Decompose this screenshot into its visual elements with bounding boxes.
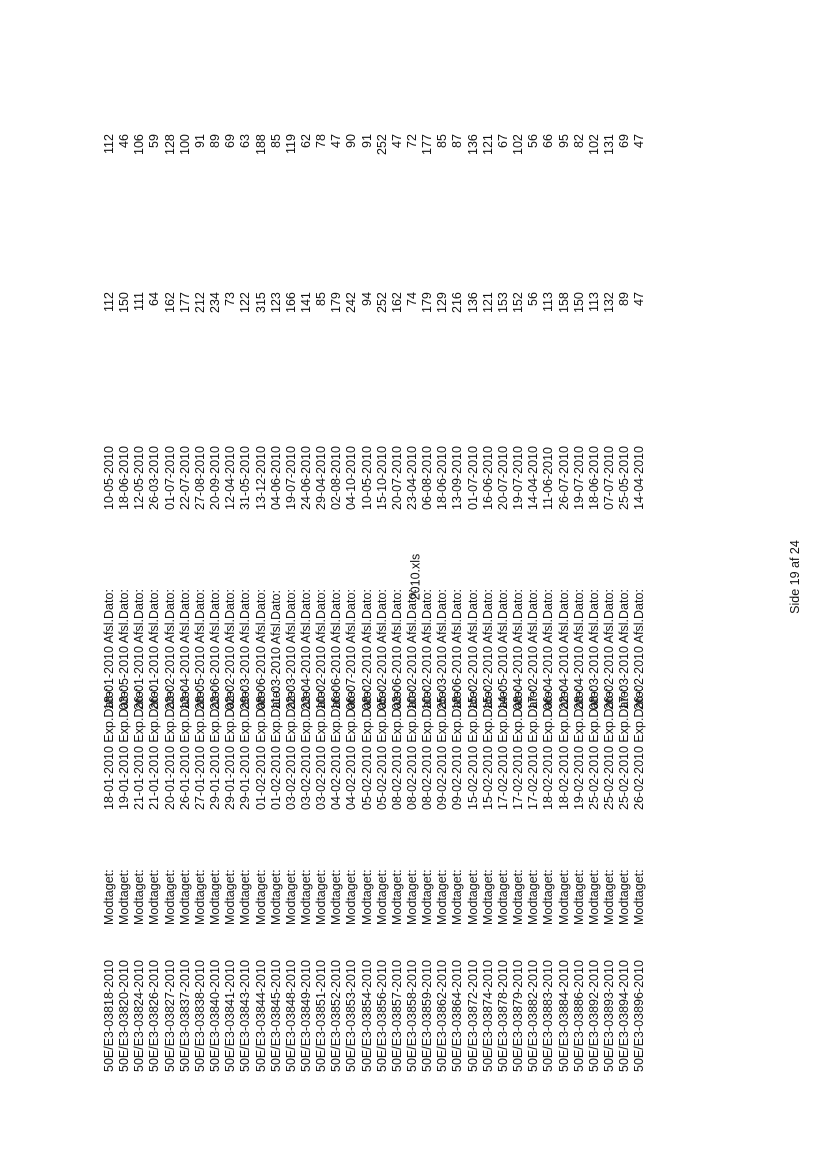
row-status: Modtaget: <box>541 869 556 925</box>
row-afsl-date: 10-05-2010 <box>359 446 374 510</box>
row-count-b: 82 <box>571 134 586 148</box>
row-exp-date: 03-02-2010 Exp.Dato: <box>298 687 313 810</box>
row-exp-date: 08-02-2010 Exp.Dato: <box>420 687 435 810</box>
row-id: 50E/E3-03886-2010 <box>571 960 586 1072</box>
row-count-b: 59 <box>147 134 162 148</box>
row-status: Modtaget: <box>268 869 283 925</box>
row-count-b: 85 <box>435 134 450 148</box>
row-count-b: 177 <box>420 134 435 155</box>
row-count-a: 85 <box>314 292 329 306</box>
row-afsl-start: 18-06-2010 Afsl.Dato: <box>450 589 465 710</box>
row-afsl-start: 15-02-2010 Afsl.Dato: <box>465 589 480 710</box>
row-afsl-start: 11-03-2010 Afsl.Dato: <box>268 590 283 710</box>
row-count-b: 91 <box>192 134 207 148</box>
row-id: 50E/E3-03896-2010 <box>632 960 647 1072</box>
row-afsl-date: 22-07-2010 <box>177 446 192 510</box>
row-afsl-date: 19-07-2010 <box>283 446 298 510</box>
row-count-a: 242 <box>344 292 359 313</box>
row-afsl-date: 07-07-2010 <box>601 446 616 510</box>
row-afsl-start: 13-04-2010 Afsl.Dato: <box>177 589 192 710</box>
row-count-b: 47 <box>329 134 344 148</box>
row-count-b: 89 <box>208 134 223 148</box>
row-count-a: 153 <box>495 292 510 313</box>
row-status: Modtaget: <box>192 869 207 925</box>
row-count-b: 102 <box>586 134 601 155</box>
row-count-b: 85 <box>268 134 283 148</box>
row-afsl-start: 08-04-2010 Afsl.Dato: <box>511 589 526 710</box>
row-afsl-start: 23-04-2010 Afsl.Dato: <box>298 589 313 710</box>
row-id: 50E/E3-03872-2010 <box>465 960 480 1072</box>
row-status: Modtaget: <box>526 869 541 925</box>
row-exp-date: 04-02-2010 Exp.Dato: <box>329 687 344 810</box>
row-status: Modtaget: <box>314 869 329 925</box>
row-exp-date: 19-01-2010 Exp.Dato: <box>117 687 132 810</box>
row-count-a: 132 <box>601 292 616 313</box>
row-id: 50E/E3-03841-2010 <box>223 960 238 1072</box>
row-afsl-date: 20-09-2010 <box>208 446 223 510</box>
row-exp-date: 18-02-2010 Exp.Dato: <box>556 687 571 810</box>
row-status: Modtaget: <box>405 869 419 925</box>
row-count-b: 47 <box>389 134 404 148</box>
row-status: Modtaget: <box>374 869 389 925</box>
row-count-b: 136 <box>465 134 480 155</box>
row-count-a: 94 <box>359 292 374 306</box>
file-title: 2010.xls <box>408 553 423 601</box>
row-count-a: 150 <box>571 292 586 313</box>
row-afsl-start: 16-06-2010 Afsl.Dato: <box>329 589 344 710</box>
row-id: 50E/E3-03862-2010 <box>435 960 450 1072</box>
row-count-b: 119 <box>283 134 298 154</box>
row-status: Modtaget: <box>420 869 435 925</box>
row-exp-date: 15-02-2010 Exp.Dato: <box>480 687 495 810</box>
row-afsl-date: 29-04-2010 <box>314 446 329 510</box>
row-afsl-start: 23-06-2010 Afsl.Dato: <box>208 589 223 710</box>
row-exp-date: 03-02-2010 Exp.Dato: <box>314 687 329 810</box>
row-exp-date: 19-02-2010 Exp.Dato: <box>571 687 586 810</box>
row-id: 50E/E3-03844-2010 <box>253 960 268 1072</box>
row-count-a: 47 <box>632 292 647 306</box>
row-afsl-date: 25-05-2010 <box>617 446 632 510</box>
row-id: 50E/E3-03894-2010 <box>617 960 632 1072</box>
row-status: Modtaget: <box>435 869 450 925</box>
row-status: Modtaget: <box>208 869 223 925</box>
row-afsl-start: 29-03-2010 Afsl.Dato: <box>238 589 253 710</box>
row-exp-date: 01-02-2010 Exp.Dato: <box>253 687 268 810</box>
row-afsl-date: 12-05-2010 <box>132 446 147 510</box>
row-status: Modtaget: <box>450 869 465 925</box>
row-afsl-date: 11-06-2010 <box>541 446 556 510</box>
row-afsl-date: 13-12-2010 <box>253 446 268 510</box>
row-id: 50E/E3-03824-2010 <box>132 960 147 1072</box>
row-id: 50E/E3-03874-2010 <box>480 960 495 1072</box>
row-id: 50E/E3-03858-2010 <box>405 960 419 1072</box>
row-afsl-start: 03-05-2010 Afsl.Dato: <box>117 589 132 710</box>
row-exp-date: 08-02-2010 Exp.Dato: <box>405 687 419 810</box>
row-count-a: 179 <box>329 292 344 313</box>
row-exp-date: 17-02-2010 Exp.Dato: <box>495 687 510 810</box>
row-count-a: 129 <box>435 292 450 313</box>
row-afsl-start: 14-05-2010 Afsl.Dato: <box>495 589 510 710</box>
row-afsl-date: 27-08-2010 <box>192 446 207 510</box>
row-exp-date: 18-01-2010 Exp.Dato: <box>102 687 116 810</box>
row-count-a: 162 <box>389 292 404 313</box>
row-afsl-date: 20-07-2010 <box>495 446 510 510</box>
row-exp-date: 05-02-2010 Exp.Dato: <box>359 687 374 810</box>
row-count-a: 141 <box>298 292 313 313</box>
row-afsl-date: 10-05-2010 <box>102 446 116 510</box>
row-count-b: 106 <box>132 134 147 155</box>
row-count-a: 166 <box>283 292 298 313</box>
row-exp-date: 26-02-2010 Exp.Dato: <box>632 687 647 810</box>
row-afsl-start: 05-02-2010 Afsl.Dato: <box>374 589 389 710</box>
row-exp-date: 20-01-2010 Exp.Dato: <box>162 687 177 810</box>
row-id: 50E/E3-03857-2010 <box>389 960 404 1072</box>
row-exp-date: 27-01-2010 Exp.Dato: <box>192 687 207 810</box>
row-status: Modtaget: <box>511 869 526 925</box>
row-status: Modtaget: <box>480 869 495 925</box>
row-afsl-start: 25-03-2010 Afsl.Dato: <box>435 589 450 710</box>
row-afsl-date: 13-09-2010 <box>450 446 465 510</box>
row-afsl-start: 22-04-2010 Afsl.Dato: <box>556 589 571 710</box>
row-count-b: 95 <box>556 134 571 148</box>
row-exp-date: 29-01-2010 Exp.Dato: <box>223 687 238 810</box>
row-count-a: 234 <box>208 292 223 313</box>
row-afsl-start: 17-02-2010 Afsl.Dato: <box>526 589 541 710</box>
row-count-a: 111 <box>132 291 147 311</box>
row-count-a: 158 <box>556 292 571 313</box>
row-afsl-date: 18-06-2010 <box>435 446 450 510</box>
row-count-a: 123 <box>268 292 283 313</box>
row-id: 50E/E3-03826-2010 <box>147 960 162 1072</box>
row-afsl-date: 02-08-2010 <box>329 446 344 510</box>
row-afsl-date: 14-04-2010 <box>526 446 541 510</box>
row-id: 50E/E3-03856-2010 <box>374 960 389 1072</box>
row-afsl-start: 10-02-2010 Afsl.Dato: <box>314 589 329 710</box>
row-count-a: 113 <box>586 292 601 312</box>
row-status: Modtaget: <box>253 869 268 925</box>
row-exp-date: 09-02-2010 Exp.Dato: <box>450 687 465 810</box>
row-afsl-start: 17-03-2010 Afsl.Dato: <box>617 589 632 710</box>
row-id: 50E/E3-03852-2010 <box>329 960 344 1072</box>
row-id: 50E/E3-03878-2010 <box>495 960 510 1072</box>
row-id: 50E/E3-03859-2010 <box>420 960 435 1072</box>
row-afsl-start: 26-02-2010 Afsl.Dato: <box>601 589 616 710</box>
row-count-b: 100 <box>177 134 192 155</box>
row-afsl-start: 18-01-2010 Afsl.Dato: <box>102 589 116 710</box>
row-count-a: 89 <box>617 292 632 306</box>
row-exp-date: 29-01-2010 Exp.Dato: <box>208 687 223 810</box>
row-exp-date: 01-02-2010 Exp.Dato: <box>268 687 283 810</box>
row-id: 50E/E3-03818-2010 <box>102 960 116 1072</box>
row-afsl-start: 10-02-2010 Afsl.Dato: <box>405 589 419 710</box>
row-afsl-date: 01-07-2010 <box>465 446 480 510</box>
row-count-a: 136 <box>465 292 480 313</box>
row-afsl-start: 28-04-2010 Afsl.Dato: <box>571 589 586 710</box>
row-count-b: 72 <box>405 134 419 148</box>
row-status: Modtaget: <box>238 869 253 925</box>
row-exp-date: 05-02-2010 Exp.Dato: <box>374 687 389 810</box>
row-afsl-date: 14-04-2010 <box>632 446 647 510</box>
row-afsl-start: 26-01-2010 Afsl.Dato: <box>132 589 147 710</box>
row-afsl-start: 06-04-2010 Afsl.Dato: <box>541 589 556 710</box>
row-count-a: 64 <box>147 292 162 306</box>
row-status: Modtaget: <box>571 869 586 925</box>
row-count-a: 150 <box>117 292 132 313</box>
row-id: 50E/E3-03848-2010 <box>283 960 298 1072</box>
row-id: 50E/E3-03827-2010 <box>162 960 177 1072</box>
row-id: 50E/E3-03838-2010 <box>192 960 207 1072</box>
row-status: Modtaget: <box>329 869 344 925</box>
row-afsl-start: 23-02-2010 Afsl.Dato: <box>162 589 177 710</box>
row-exp-date: 29-01-2010 Exp.Dato: <box>238 687 253 810</box>
row-afsl-date: 18-06-2010 <box>586 446 601 510</box>
row-afsl-start: 08-06-2010 Afsl.Dato: <box>253 589 268 710</box>
row-count-a: 179 <box>420 292 435 313</box>
row-count-b: 112 <box>102 134 116 154</box>
row-count-a: 177 <box>177 292 192 313</box>
row-count-b: 62 <box>298 134 313 148</box>
row-exp-date: 18-02-2010 Exp.Dato: <box>541 687 556 810</box>
row-id: 50E/E3-03837-2010 <box>177 960 192 1072</box>
row-id: 50E/E3-03882-2010 <box>526 960 541 1072</box>
row-afsl-start: 02-02-2010 Afsl.Dato: <box>223 589 238 710</box>
row-count-b: 46 <box>117 134 132 148</box>
row-afsl-date: 19-07-2010 <box>571 446 586 510</box>
row-status: Modtaget: <box>223 869 238 925</box>
row-afsl-start: 06-07-2010 Afsl.Dato: <box>344 589 359 710</box>
row-afsl-start: 26-02-2010 Afsl.Dato: <box>632 589 647 710</box>
row-count-a: 152 <box>511 292 526 313</box>
row-count-a: 56 <box>526 292 541 306</box>
page-number: Side 19 af 24 <box>787 540 802 614</box>
row-count-b: 102 <box>511 134 526 155</box>
row-afsl-date: 18-06-2010 <box>117 446 132 510</box>
row-status: Modtaget: <box>344 869 359 925</box>
row-status: Modtaget: <box>495 869 510 925</box>
row-count-b: 128 <box>162 134 177 155</box>
row-count-b: 69 <box>223 134 238 148</box>
row-count-a: 122 <box>238 292 253 313</box>
row-afsl-date: 24-06-2010 <box>298 446 313 510</box>
row-status: Modtaget: <box>162 869 177 925</box>
row-status: Modtaget: <box>132 869 147 925</box>
row-count-a: 113 <box>541 292 556 312</box>
row-id: 50E/E3-03840-2010 <box>208 960 223 1072</box>
row-afsl-date: 16-06-2010 <box>480 446 495 510</box>
row-id: 50E/E3-03843-2010 <box>238 960 253 1072</box>
row-status: Modtaget: <box>359 869 374 925</box>
row-afsl-start: 28-05-2010 Afsl.Dato: <box>192 589 207 710</box>
row-status: Modtaget: <box>601 869 616 925</box>
row-count-b: 66 <box>541 134 556 148</box>
row-status: Modtaget: <box>465 869 480 925</box>
row-count-b: 67 <box>495 134 510 148</box>
row-exp-date: 26-01-2010 Exp.Dato: <box>177 687 192 810</box>
row-status: Modtaget: <box>389 869 404 925</box>
row-afsl-start: 10-02-2010 Afsl.Dato: <box>420 589 435 710</box>
row-id: 50E/E3-03892-2010 <box>586 960 601 1072</box>
row-count-a: 74 <box>405 292 419 306</box>
row-exp-date: 21-01-2010 Exp.Dato: <box>132 687 147 810</box>
row-exp-date: 15-02-2010 Exp.Dato: <box>465 687 480 810</box>
row-afsl-date: 06-08-2010 <box>420 446 435 510</box>
row-count-a: 212 <box>192 292 207 313</box>
row-count-a: 216 <box>450 292 465 313</box>
row-count-b: 69 <box>617 134 632 148</box>
row-count-b: 91 <box>359 134 374 148</box>
row-afsl-date: 20-07-2010 <box>389 446 404 510</box>
row-count-a: 121 <box>480 292 495 313</box>
row-afsl-date: 04-10-2010 <box>344 446 359 510</box>
row-count-b: 188 <box>253 134 268 155</box>
row-exp-date: 25-02-2010 Exp.Dato: <box>601 687 616 810</box>
row-id: 50E/E3-03883-2010 <box>541 960 556 1072</box>
row-status: Modtaget: <box>556 869 571 925</box>
row-status: Modtaget: <box>147 869 162 925</box>
row-afsl-start: 08-02-2010 Afsl.Dato: <box>359 589 374 710</box>
row-afsl-date: 26-07-2010 <box>556 446 571 510</box>
row-count-b: 90 <box>344 134 359 148</box>
row-id: 50E/E3-03893-2010 <box>601 960 616 1072</box>
row-id: 50E/E3-03879-2010 <box>511 960 526 1072</box>
row-count-a: 162 <box>162 292 177 313</box>
row-id: 50E/E3-03884-2010 <box>556 960 571 1072</box>
row-afsl-date: 23-04-2010 <box>405 446 419 510</box>
row-id: 50E/E3-03820-2010 <box>117 960 132 1072</box>
row-exp-date: 17-02-2010 Exp.Dato: <box>511 687 526 810</box>
row-status: Modtaget: <box>586 869 601 925</box>
row-afsl-start: 03-06-2010 Afsl.Dato: <box>389 589 404 710</box>
row-afsl-date: 15-10-2010 <box>374 446 389 510</box>
row-afsl-date: 12-04-2010 <box>223 446 238 510</box>
row-afsl-date: 04-06-2010 <box>268 446 283 510</box>
row-id: 50E/E3-03854-2010 <box>359 960 374 1072</box>
row-status: Modtaget: <box>177 869 192 925</box>
row-exp-date: 25-02-2010 Exp.Dato: <box>617 687 632 810</box>
row-status: Modtaget: <box>617 869 632 925</box>
row-exp-date: 08-02-2010 Exp.Dato: <box>389 687 404 810</box>
row-id: 50E/E3-03845-2010 <box>268 960 283 1072</box>
row-count-a: 315 <box>253 292 268 313</box>
row-afsl-date: 19-07-2010 <box>511 446 526 510</box>
row-id: 50E/E3-03853-2010 <box>344 960 359 1072</box>
row-status: Modtaget: <box>117 869 132 925</box>
row-count-b: 131 <box>601 134 616 155</box>
row-id: 50E/E3-03849-2010 <box>298 960 313 1072</box>
row-count-a: 252 <box>374 292 389 313</box>
row-status: Modtaget: <box>632 869 647 925</box>
row-count-b: 252 <box>374 134 389 155</box>
row-count-a: 112 <box>102 292 116 312</box>
row-exp-date: 17-02-2010 Exp.Dato: <box>526 687 541 810</box>
row-count-b: 121 <box>480 134 495 155</box>
row-afsl-date: 26-03-2010 <box>147 446 162 510</box>
row-count-b: 78 <box>314 134 329 148</box>
row-afsl-date: 31-05-2010 <box>238 446 253 510</box>
row-id: 50E/E3-03851-2010 <box>314 960 329 1072</box>
row-exp-date: 04-02-2010 Exp.Dato: <box>344 687 359 810</box>
row-afsl-start: 22-03-2010 Afsl.Dato: <box>283 589 298 710</box>
row-exp-date: 21-01-2010 Exp.Dato: <box>147 687 162 810</box>
row-exp-date: 09-02-2010 Exp.Dato: <box>435 687 450 810</box>
row-afsl-start: 26-01-2010 Afsl.Dato: <box>147 589 162 710</box>
row-count-b: 63 <box>238 134 253 148</box>
row-count-b: 56 <box>526 134 541 148</box>
row-status: Modtaget: <box>283 869 298 925</box>
row-afsl-date: 01-07-2010 <box>162 446 177 510</box>
row-afsl-start: 15-02-2010 Afsl.Dato: <box>480 589 495 710</box>
row-count-b: 47 <box>632 134 647 148</box>
row-afsl-start: 08-03-2010 Afsl.Dato: <box>586 589 601 710</box>
row-status: Modtaget: <box>298 869 313 925</box>
row-status: Modtaget: <box>102 869 116 925</box>
row-id: 50E/E3-03864-2010 <box>450 960 465 1072</box>
row-exp-date: 03-02-2010 Exp.Dato: <box>283 687 298 810</box>
row-count-b: 87 <box>450 134 465 148</box>
row-exp-date: 25-02-2010 Exp.Dato: <box>586 687 601 810</box>
row-count-a: 73 <box>223 292 238 306</box>
